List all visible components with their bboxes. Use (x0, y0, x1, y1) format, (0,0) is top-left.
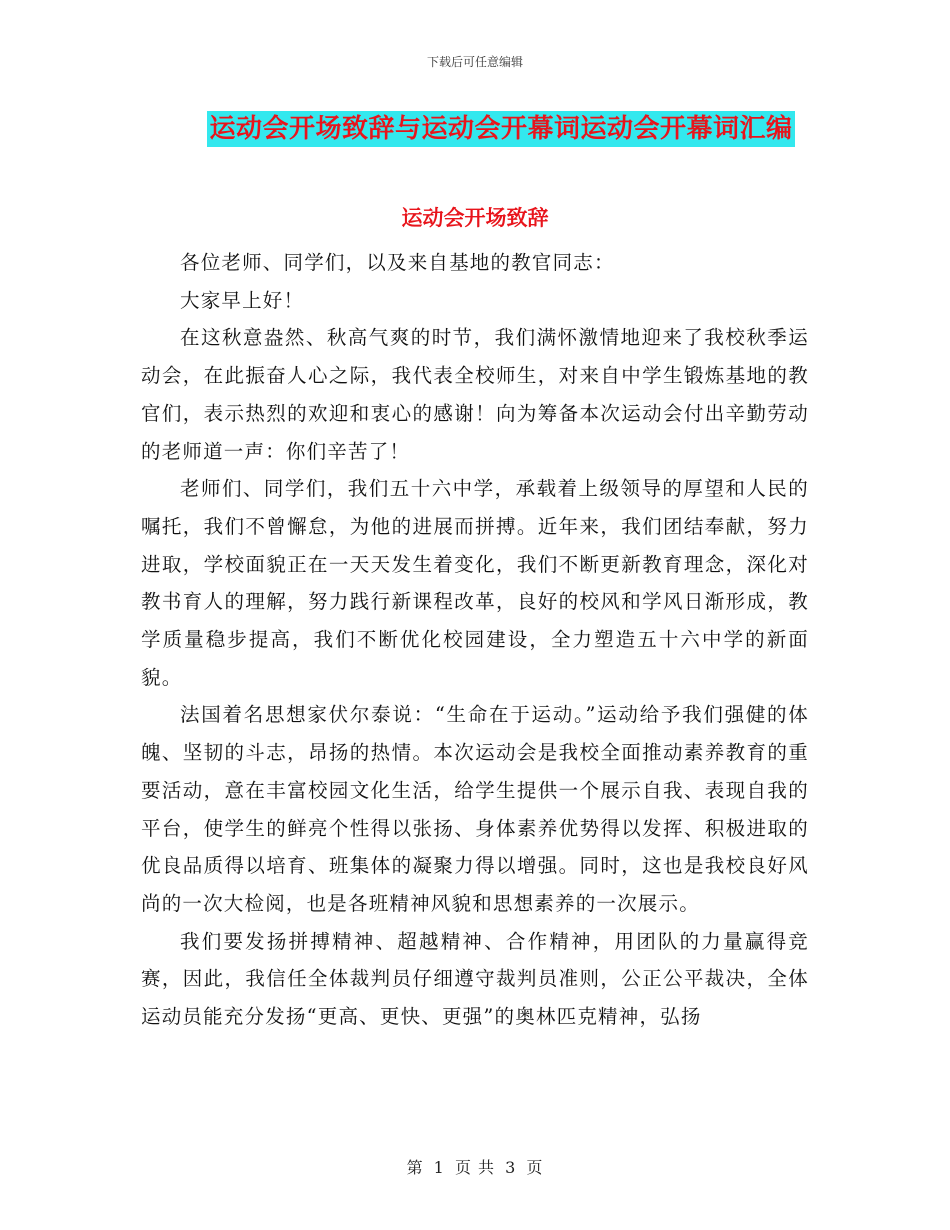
document-body (141, 244, 809, 1036)
page-label-prefix: 第 (406, 1158, 424, 1177)
main-title: 运动会开场致辞与运动会开幕词运动会开幕词汇编 (207, 111, 794, 147)
paragraph: 老师们、同学们，我们五十六中学，承载着上级领导的厚望和人民的嘱托，我们不曾懈怠，为他的进展而拼搏。近年来，我们团结奉献，努力进取，学校面貌正在一天天发生着变化，我们不断更新教育理念，深化对教书育人的理解，努力践行新课程改革，良好的校风和学风日渐形成，教学质量稳步提高，我们不断优化校园建设，全力塑造五十六中学的新面貌。 (141, 477, 809, 689)
paragraph: 在这秋意盎然、秋高气爽的时节，我们满怀激情地迎来了我校秋季运动会，在此振奋人心之际，我代表全校师生，对来自中学生锻炼基地的教官们，表示热烈的欢迎和衷心的感谢！向为筹备本次运动会付出辛勤劳动的老师道一声：你们辛苦了！ (141, 326, 809, 463)
current-page-number: 1 (433, 1158, 445, 1177)
page-footer (0, 1155, 950, 1178)
paragraph-greeting: 大家早上好！ (180, 288, 305, 312)
section-title: 运动会开场致辞 (401, 206, 549, 230)
paragraph: 法国着名思想家伏尔泰说：“生命在于运动。”运动给予我们强健的体魄、坚韧的斗志，昂扬的热情。本次运动会是我校全面推动素养教育的重要活动，意在丰富校园文化生活，给学生提供一个展示自我、表现自我的平台，使学生的鲜亮个性得以张扬、身体素养优势得以发挥、积极进取的优良品质得以培育、班集体的凝聚力得以增强。同时，这也是我校良好风尚的一次大检阅，也是各班精神风貌和思想素养的一次展示。 (141, 703, 809, 915)
page-label-suffix: 页 (526, 1158, 544, 1177)
total-pages-number: 3 (505, 1158, 517, 1177)
main-title-container (0, 111, 950, 147)
paragraph-salutation: 各位老师、同学们，以及来自基地的教官同志： (180, 251, 615, 274)
page-label-mid: 页 共 (454, 1158, 496, 1177)
header-note: 下载后可任意编辑 (426, 55, 523, 69)
paragraph: 我们要发扬拼搏精神、超越精神、合作精神，用团队的力量赢得竞赛，因此，我信任全体裁判员仔细遵守裁判员准则，公正公平裁决，全体运动员能充分发扬“更高、更快、更强”的奥林匹克精神，弘扬 (141, 929, 809, 1029)
